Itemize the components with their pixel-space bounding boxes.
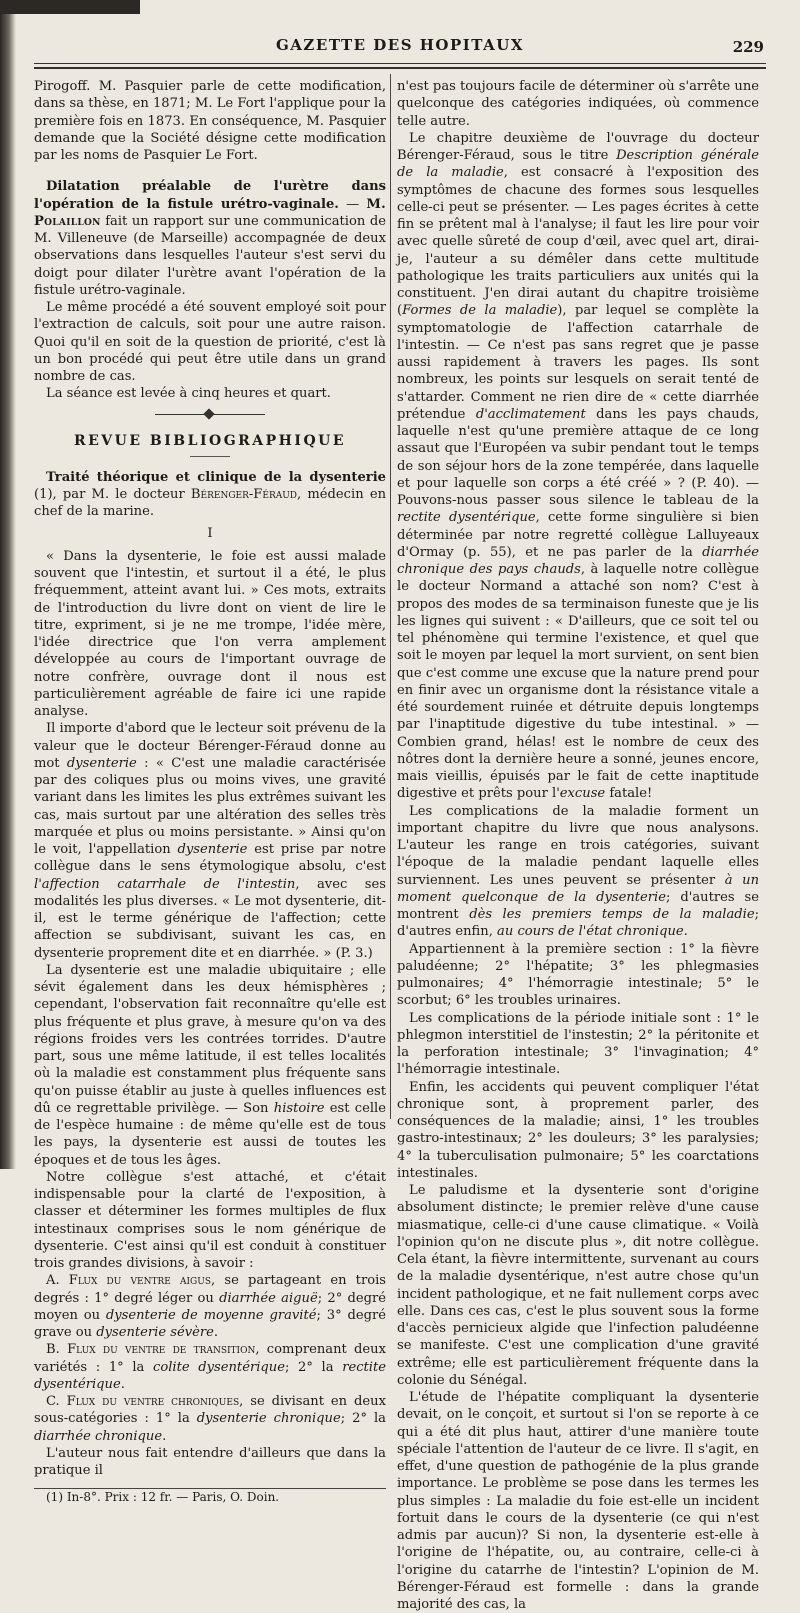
scan-edge-shadow (0, 0, 140, 14)
list-item: A. Flux du ventre aigus, se partageant en trois degrés : 1° degré léger ou diarrhée aiguë; 2° degré moyen ou dysenterie de moyenne gravité; 3° degré grave ou dysenterie sévère. (34, 1273, 386, 1340)
binding-shadow (0, 0, 16, 1169)
paragraph: Le chapitre deuxième de l'ouvrage du docteur Bérenger-Féraud, sous le titre Description générale de la maladie, est consacré à l'exposition des symptômes de chacune des formes sous lesquelles celle-ci peut se présenter. — Les pages écrites à cette fin se prêtent mal à l'analyse; il faut les lire pour voir avec quelle sûreté de coup d'œil, avec quel art, dirai-je, l'auteur a su démêler dans cette multitude pathologique les traits particuliers aux unités qui la constituent. J'en dirai autant du chapitre troisième (Formes de la maladie), par lequel se complète la symptomatologie de l'affection catarrhale de l'intestin. — Ce n'est pas sans regret que je passe aussi rapidement à travers les pages. Ils sont nombreux, les points sur lesquels on serait tenté de s'attarder. Comment ne rien dire de « cette diarrhée prétendue d'acclimatement dans les pays chauds, laquelle n'est qu'une première attaque de ce long assaut que l'Européen va subir pendant tout le temps de son séjour hors de la zone tempérée, dans laquelle et pour laquelle son corps a été créé » ? (P. 40). — Pouvons-nous passer sous silence le tableau de la rectite dysentérique, cette forme singulière si bien déterminée par notre regretté collègue Lalluyeaux d'Ormay (p. 55), et ne pas parler de la diarrhée chronique des pays chauds, à laquelle notre collègue le docteur Normand a attaché son nom? C'est à propos des modes de sa terminaison funeste que je lis les lignes qui suivent : « D'ailleurs, que ce soit tel ou tel phénomène qui termine l'existence, et quel que soit le moyen par lequel la mort survient, on sent bien que c'est comme une excuse que la nature prend pour en finir avec un organisme dont la résistance vitale a été sourdement ruinée et détruite depuis longtemps par l'inaptitude digestive du tube intestinal. » — Combien grand, hélas! est le nombre de ceux des nôtres dont la dernière heure a sonné, jeunes encore, mais vieillis, épuisés par le fait de cette inaptitude digestive et prêts pour l'excuse fatale! (397, 130, 760, 802)
heading-rule (190, 456, 230, 457)
paragraph: Notre collègue s'est attaché, et c'était indispensable pour la clarté de l'exposition, à classer et déterminer les formes multiples de flux intestinaux comprises sous le nom générique de dysenterie. C'est ainsi qu'il est conduit à constituer trois grandes divisions, à savoir : (34, 1169, 386, 1271)
paragraph: Le même procédé a été souvent employé soit pour l'extraction de calculs, soit pour une autre raison. Quoi qu'il en soit de la question de priorité, c'est là un bon procédé qui peut être utile dans un grand nombre de cas. (34, 300, 386, 384)
paragraph: n'est pas toujours facile de déterminer où s'arrête une quelconque des catégories indiquées, où commence telle autre. (397, 79, 759, 129)
header-rule-thin (34, 63, 766, 64)
paragraph: Les complications de la maladie forment un important chapitre du livre que nous analysons. L'auteur les range en trois catégories, suivant l'époque de la maladie pendant laquelle elles surviennent. Les unes peuvent se présenter à un moment quelconque de la dysenterie; d'autres se montrent dès les premiers temps de la maladie; d'autres enfin, au cours de l'état chronique. (397, 803, 760, 940)
paragraph: Le paludisme et la dysenterie sont d'origine absolument distincte; le premier relève d'une cause miasmatique, celle-ci d'une cause climatique. « Voilà l'opinion qu'on ne discute plus », dit notre collègue. Cela étant, la fièvre intermittente, survenant au cours de la maladie dysentérique, n'est autre chose qu'un incident pathologique, et ne fait nullement corps avec elle. Dans ces cas, c'est le plus souvent sous la forme d'accès pernicieux algide que l'infection paludéenne se manifeste. C'est une complication d'une gravité extrême; elle est particulièrement fréquente dans la colonie du Sénégal. (397, 1183, 759, 1388)
book-title: Traité théorique et clinique de la dysenterie (46, 469, 386, 485)
paragraph: « Dans la dysenterie, le foie est aussi malade souvent que l'intestin, et surtout il a été, le plus fréquemment, atteint avant lui. » Ces mots, extraits de l'introduction du livre dont on vient de lire le titre, expriment, si je ne me trompe, l'idée mère, l'idée directrice que l'on verra amplement développée au cours de l'important ouvrage de notre confrère, ouvrage dont il nous est particulièrement agréable de faire ici une rapide analyse. (34, 548, 386, 719)
header-rule-thick (34, 67, 766, 69)
section-heading: REVUE BIBLIOGRAPHIQUE (73, 432, 347, 449)
paragraph: L'auteur nous fait entendre d'ailleurs que dans la pratique il (34, 1445, 386, 1478)
subsection-title: Dilatation préalable de l'urètre dans l'opération de la fistule urétro-vaginale. (34, 179, 386, 212)
running-title: GAZETTE DES HOPITAUX (275, 36, 524, 54)
paragraph: Les complications de la période initiale sont : 1° le phlegmon interstitiel de l'instestin; 2° la péritonite et la perforation intestinale; 3° l'invagination; 4° l'hémorragie intestinale. (397, 1010, 759, 1078)
paragraph: La dysenterie est une maladie ubiquitaire ; elle sévit également dans les deux hémisphères ; cependant, l'observation fait reconnaître qu'elle est plus fréquente et plus grave, à mesure qu'on va des régions froides vers les contrées torrides. D'autre part, sous une même latitude, il est telles localités où la maladie est constamment plus fréquente sans qu'on puisse établir au juste à quelles influences est dû ce regrettable privilège. — Son histoire est celle de l'espèce humaine : de même qu'elle est de tous les pays, la dysenterie est aussi de toutes les époques et de tous les âges. (34, 962, 386, 1168)
paragraph: L'étude de l'hépatite compliquant la dysenterie devait, on le conçoit, et surtout si l'on se reporte à ce qui a été dit plus haut, attirer d'une manière toute spéciale l'attention de l'auteur de ce livre. Il s'agit, en effet, d'une question de pathogénie de la plus grande importance. Le problème se pose dans les termes les plus simples : La maladie du foie est-elle un incident fortuit dans le cours de la dysenterie (ce qui n'est admis par aucun)? Si non, la dysenterie est-elle à l'origine de l'hépatite, ou, au contraire, celle-ci à l'origine du catarrhe de l'intestin? L'opinion de M. Bérenger-Féraud est formelle : dans la grande majorité des cas, la (397, 1390, 759, 1612)
paragraph: Dilatation préalable de l'urètre dans l'opération de la fistule urétro-vaginale. — M. Polaillon fait un rapport sur une communication de M. Villeneuve (de Marseille) accompagnée de deux observations dans lesquelles l'auteur s'est servi du doigt pour dilater l'urètre avant l'opération de la fistule urétro-vaginale. (34, 179, 387, 298)
section-separator (155, 411, 265, 419)
list-item: C. Flux du ventre chroniques, se divisant en deux sous-catégories : 1° la dysenterie chronique; 2° la diarrhée chronique. (34, 1394, 386, 1444)
column-divider (390, 74, 391, 1119)
paragraph: La séance est levée à cinq heures et quart. (46, 386, 331, 402)
left-column (34, 78, 386, 1507)
paragraph: Appartiennent à la première section : 1° la fièvre paludéenne; 2° l'hépatite; 3° les phlegmasies pulmonaires; 4° l'hémorragie intestinale; 5° le scorbut; 6° les troubles urinaires. (397, 941, 759, 1009)
page-number: 229 (732, 38, 764, 56)
paragraph: Pirogoff. M. Pasquier parle de cette modification, dans sa thèse, en 1871; M. Le Fort l'applique pour la première fois en 1873. En conséquence, M. Pasquier demande que la Société désigne cette modification par les noms de Pasquier Le Fort. (34, 79, 386, 163)
author-name: Bérenger-Féraud (190, 487, 298, 502)
part-number: I (207, 525, 213, 541)
list-item: B. Flux du ventre de transition, comprenant deux variétés : 1° la colite dysentérique; 2° la rectite dysentérique. (34, 1342, 386, 1392)
book-title-paragraph: Traité théorique et clinique de la dysenterie (1), par M. le docteur Bérenger-Féraud, médecin en chef de la marine. (34, 469, 387, 520)
right-column (397, 78, 759, 1613)
speaker-name: M. Polaillon (34, 196, 387, 229)
paragraph: Il importe d'abord que le lecteur soit prévenu de la valeur que le docteur Bérenger-Féraud donne au mot dysenterie : « C'est une maladie caractérisée par des coliques plus ou moins vives, une gravité variant dans les limites les plus extrêmes suivant les cas, mais surtout par une altération des selles très marquée et plus ou moins persistante. » Ainsi qu'on le voit, l'appellation dysenterie est prise par notre collègue dans le sens étymologique absolu, c'est l'affection catarrhale de l'intestin, avec ses modalités les plus diverses. « Le mot dysenterie, dit-il, est le terme générique de l'affection; cette affection se subdivisant, suivant les cas, en dysenterie proprement dite et en diarrhée. » (P. 3.) (34, 721, 386, 961)
footnote: (1) In-8°. Prix : 12 fr. — Paris, O. Doin. (46, 1490, 280, 1505)
paragraph: Enfin, les accidents qui peuvent compliquer l'état chronique sont, à proprement parler, des conséquences de la maladie; ainsi, 1° les troubles gastro-intestinaux; 2° les douleurs; 3° les paralysies; 4° la tuberculisation pulmonaire; 5° les coarctations intestinales. (397, 1079, 759, 1181)
